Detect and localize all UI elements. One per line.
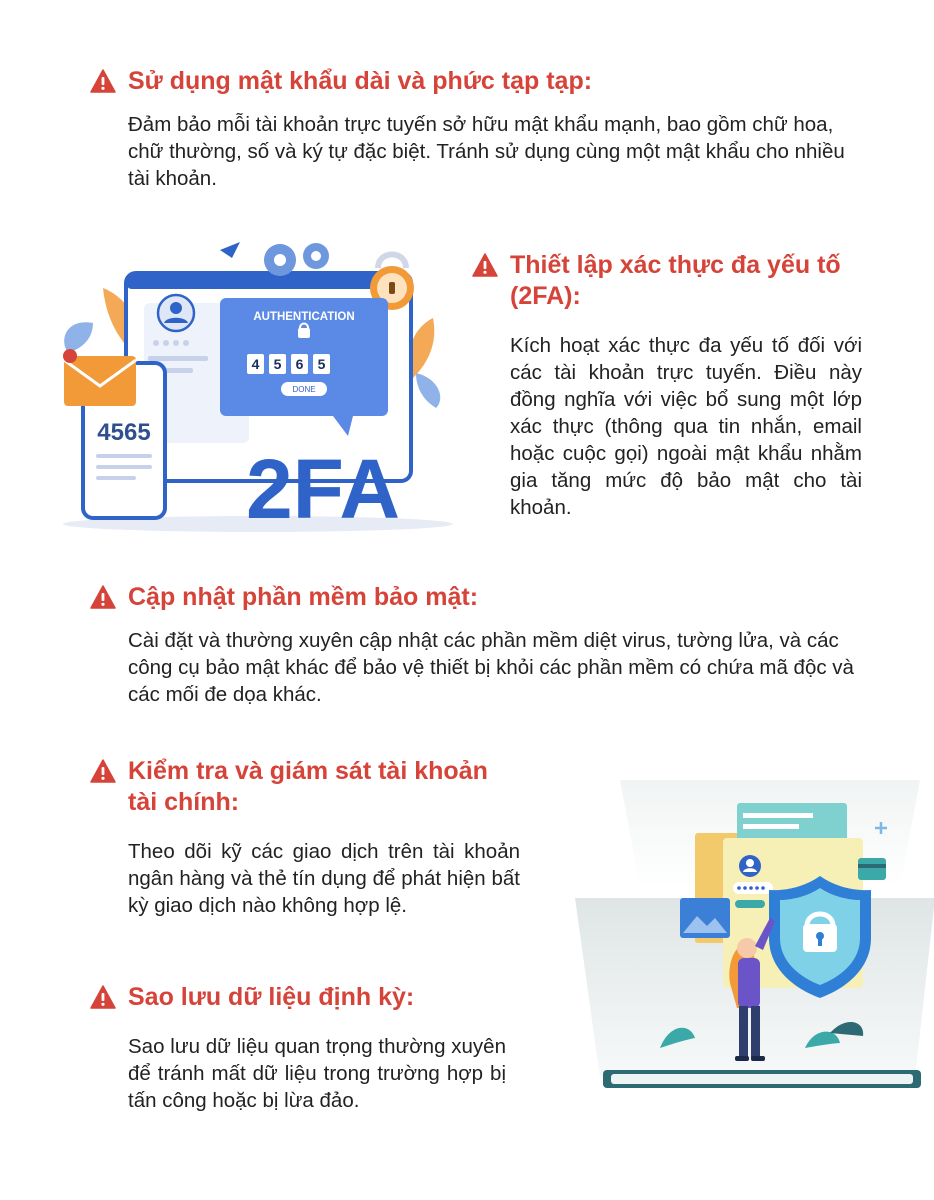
code-digit: 6 bbox=[295, 356, 304, 372]
section-security-software bbox=[90, 582, 880, 708]
illustration-2fa bbox=[48, 228, 453, 533]
heading-text: Sử dụng mật khẩu dài và phức tạp tạp: bbox=[128, 67, 593, 95]
code-digit: 5 bbox=[317, 356, 326, 372]
heading-text: Sao lưu dữ liệu định kỳ: bbox=[128, 983, 415, 1011]
section-body: Kích hoạt xác thực đa yếu tố đối với các tài khoản trực tuyến. Điều này đồng nghĩa với việc bổ sung một lớp xác thực (thông qua tin nhắn, email hoặc cuộc gọi) ngoài mật khẩu nhằm gia tăng mức độ bảo mật cho tài khoản. bbox=[510, 334, 862, 519]
warning-icon bbox=[90, 759, 116, 783]
section-heading bbox=[90, 582, 880, 613]
warning-icon bbox=[472, 253, 498, 277]
section-heading bbox=[472, 250, 867, 312]
code-digit: 4 bbox=[251, 356, 260, 372]
warning-icon bbox=[90, 69, 116, 93]
section-2fa bbox=[472, 250, 872, 521]
warning-icon bbox=[90, 985, 116, 1009]
section-body: Đảm bảo mỗi tài khoản trực tuyến sở hữu mật khẩu mạnh, bao gồm chữ hoa, chữ thường, số và ký tự đặc biệt. Tránh sử dụng cùng một mật khẩu cho nhiều tài khoản. bbox=[128, 113, 845, 190]
section-body: Cài đặt và thường xuyên cập nhật các phần mềm diệt virus, tường lửa, và các công cụ bảo mật khác để bảo vệ thiết bị khỏi các phần mềm có chứa mã độc và các mối đe dọa khác. bbox=[128, 629, 854, 706]
auth-label: AUTHENTICATION bbox=[253, 311, 355, 323]
phone-code: 4565 bbox=[97, 419, 151, 446]
done-label: DONE bbox=[292, 385, 316, 394]
section-body: Theo dõi kỹ các giao dịch trên tài khoản ngân hàng và thẻ tín dụng để phát hiện bất kỳ giao dịch nào không hợp lệ. bbox=[128, 840, 520, 917]
heading-text: Thiết lập xác thực đa yếu tố (2FA): bbox=[510, 251, 841, 310]
heading-text: Cập nhật phần mềm bảo mật: bbox=[128, 583, 479, 611]
section-body: Sao lưu dữ liệu quan trọng thường xuyên để tránh mất dữ liệu trong trường hợp bị tấn công hoặc bị lừa đảo. bbox=[128, 1035, 506, 1112]
heading-text: Kiểm tra và giám sát tài khoản tài chính: bbox=[128, 757, 488, 816]
section-data-backup bbox=[90, 982, 530, 1114]
section-heading bbox=[90, 982, 530, 1013]
illustration-security-shield bbox=[575, 778, 934, 1106]
section-heading bbox=[90, 756, 520, 818]
section-strong-password bbox=[90, 66, 880, 192]
big-2fa-text: 2FA bbox=[245, 442, 401, 533]
section-financial-monitoring bbox=[90, 756, 530, 919]
code-digit: 5 bbox=[273, 356, 282, 372]
section-heading bbox=[90, 66, 880, 97]
warning-icon bbox=[90, 585, 116, 609]
